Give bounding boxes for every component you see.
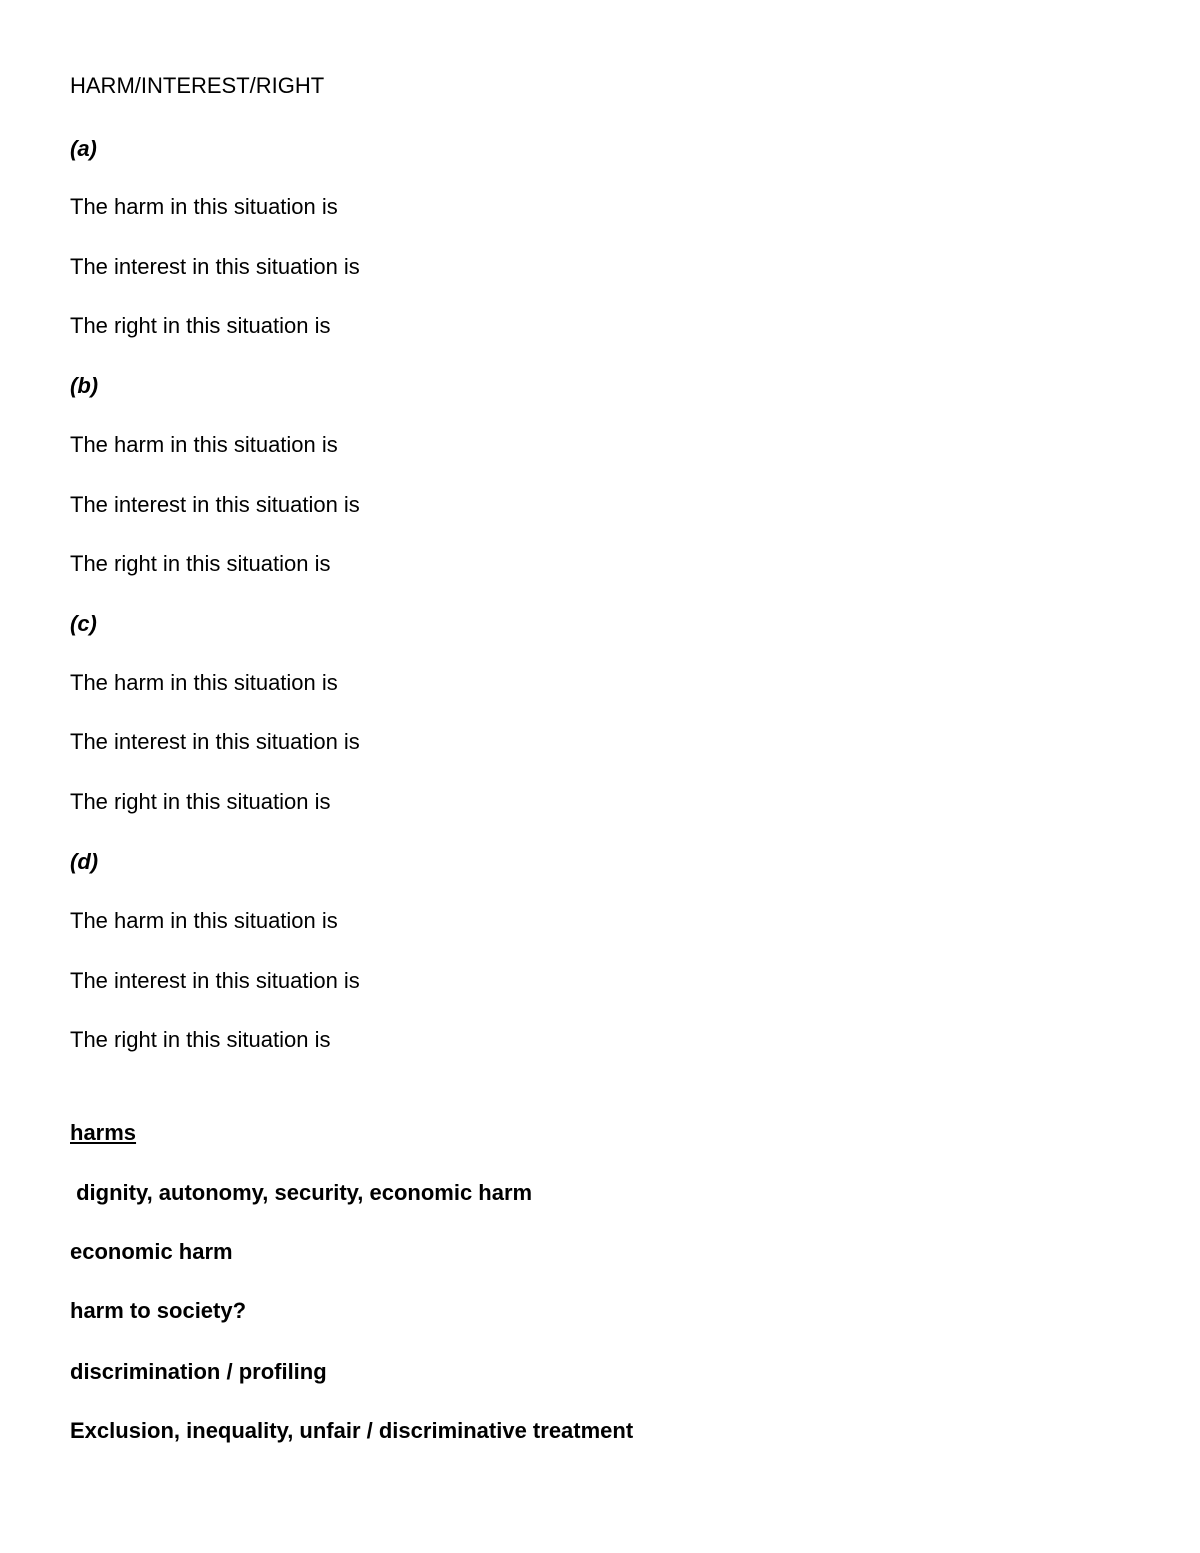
document-title: HARM/INTEREST/RIGHT	[70, 73, 325, 98]
section-d-right: The right in this situation is	[70, 1027, 331, 1052]
section-c-right: The right in this situation is	[70, 789, 331, 814]
section-label-d: (d)	[70, 849, 99, 874]
section-a-harm: The harm in this situation is	[70, 194, 338, 219]
section-d-interest: The interest in this situation is	[70, 968, 360, 993]
section-b-harm: The harm in this situation is	[70, 432, 338, 457]
section-d-harm: The harm in this situation is	[70, 908, 338, 933]
section-a-right: The right in this situation is	[70, 313, 331, 338]
harms-item-5: Exclusion, inequality, unfair / discriminative treatment	[70, 1418, 634, 1443]
harms-item-4: discrimination / profiling	[70, 1359, 327, 1384]
section-b-right: The right in this situation is	[70, 551, 331, 576]
section-label-a: (a)	[70, 136, 97, 161]
harms-heading: harms	[70, 1120, 137, 1145]
section-c-harm: The harm in this situation is	[70, 670, 338, 695]
harms-item-2: economic harm	[70, 1239, 233, 1264]
section-c-interest: The interest in this situation is	[70, 729, 360, 754]
section-a-interest: The interest in this situation is	[70, 254, 360, 279]
section-label-c: (c)	[70, 611, 97, 636]
harms-item-3: harm to society?	[70, 1298, 247, 1323]
harms-item-1: dignity, autonomy, security, economic harm	[70, 1180, 533, 1205]
section-label-b: (b)	[70, 373, 99, 398]
section-b-interest: The interest in this situation is	[70, 492, 360, 517]
